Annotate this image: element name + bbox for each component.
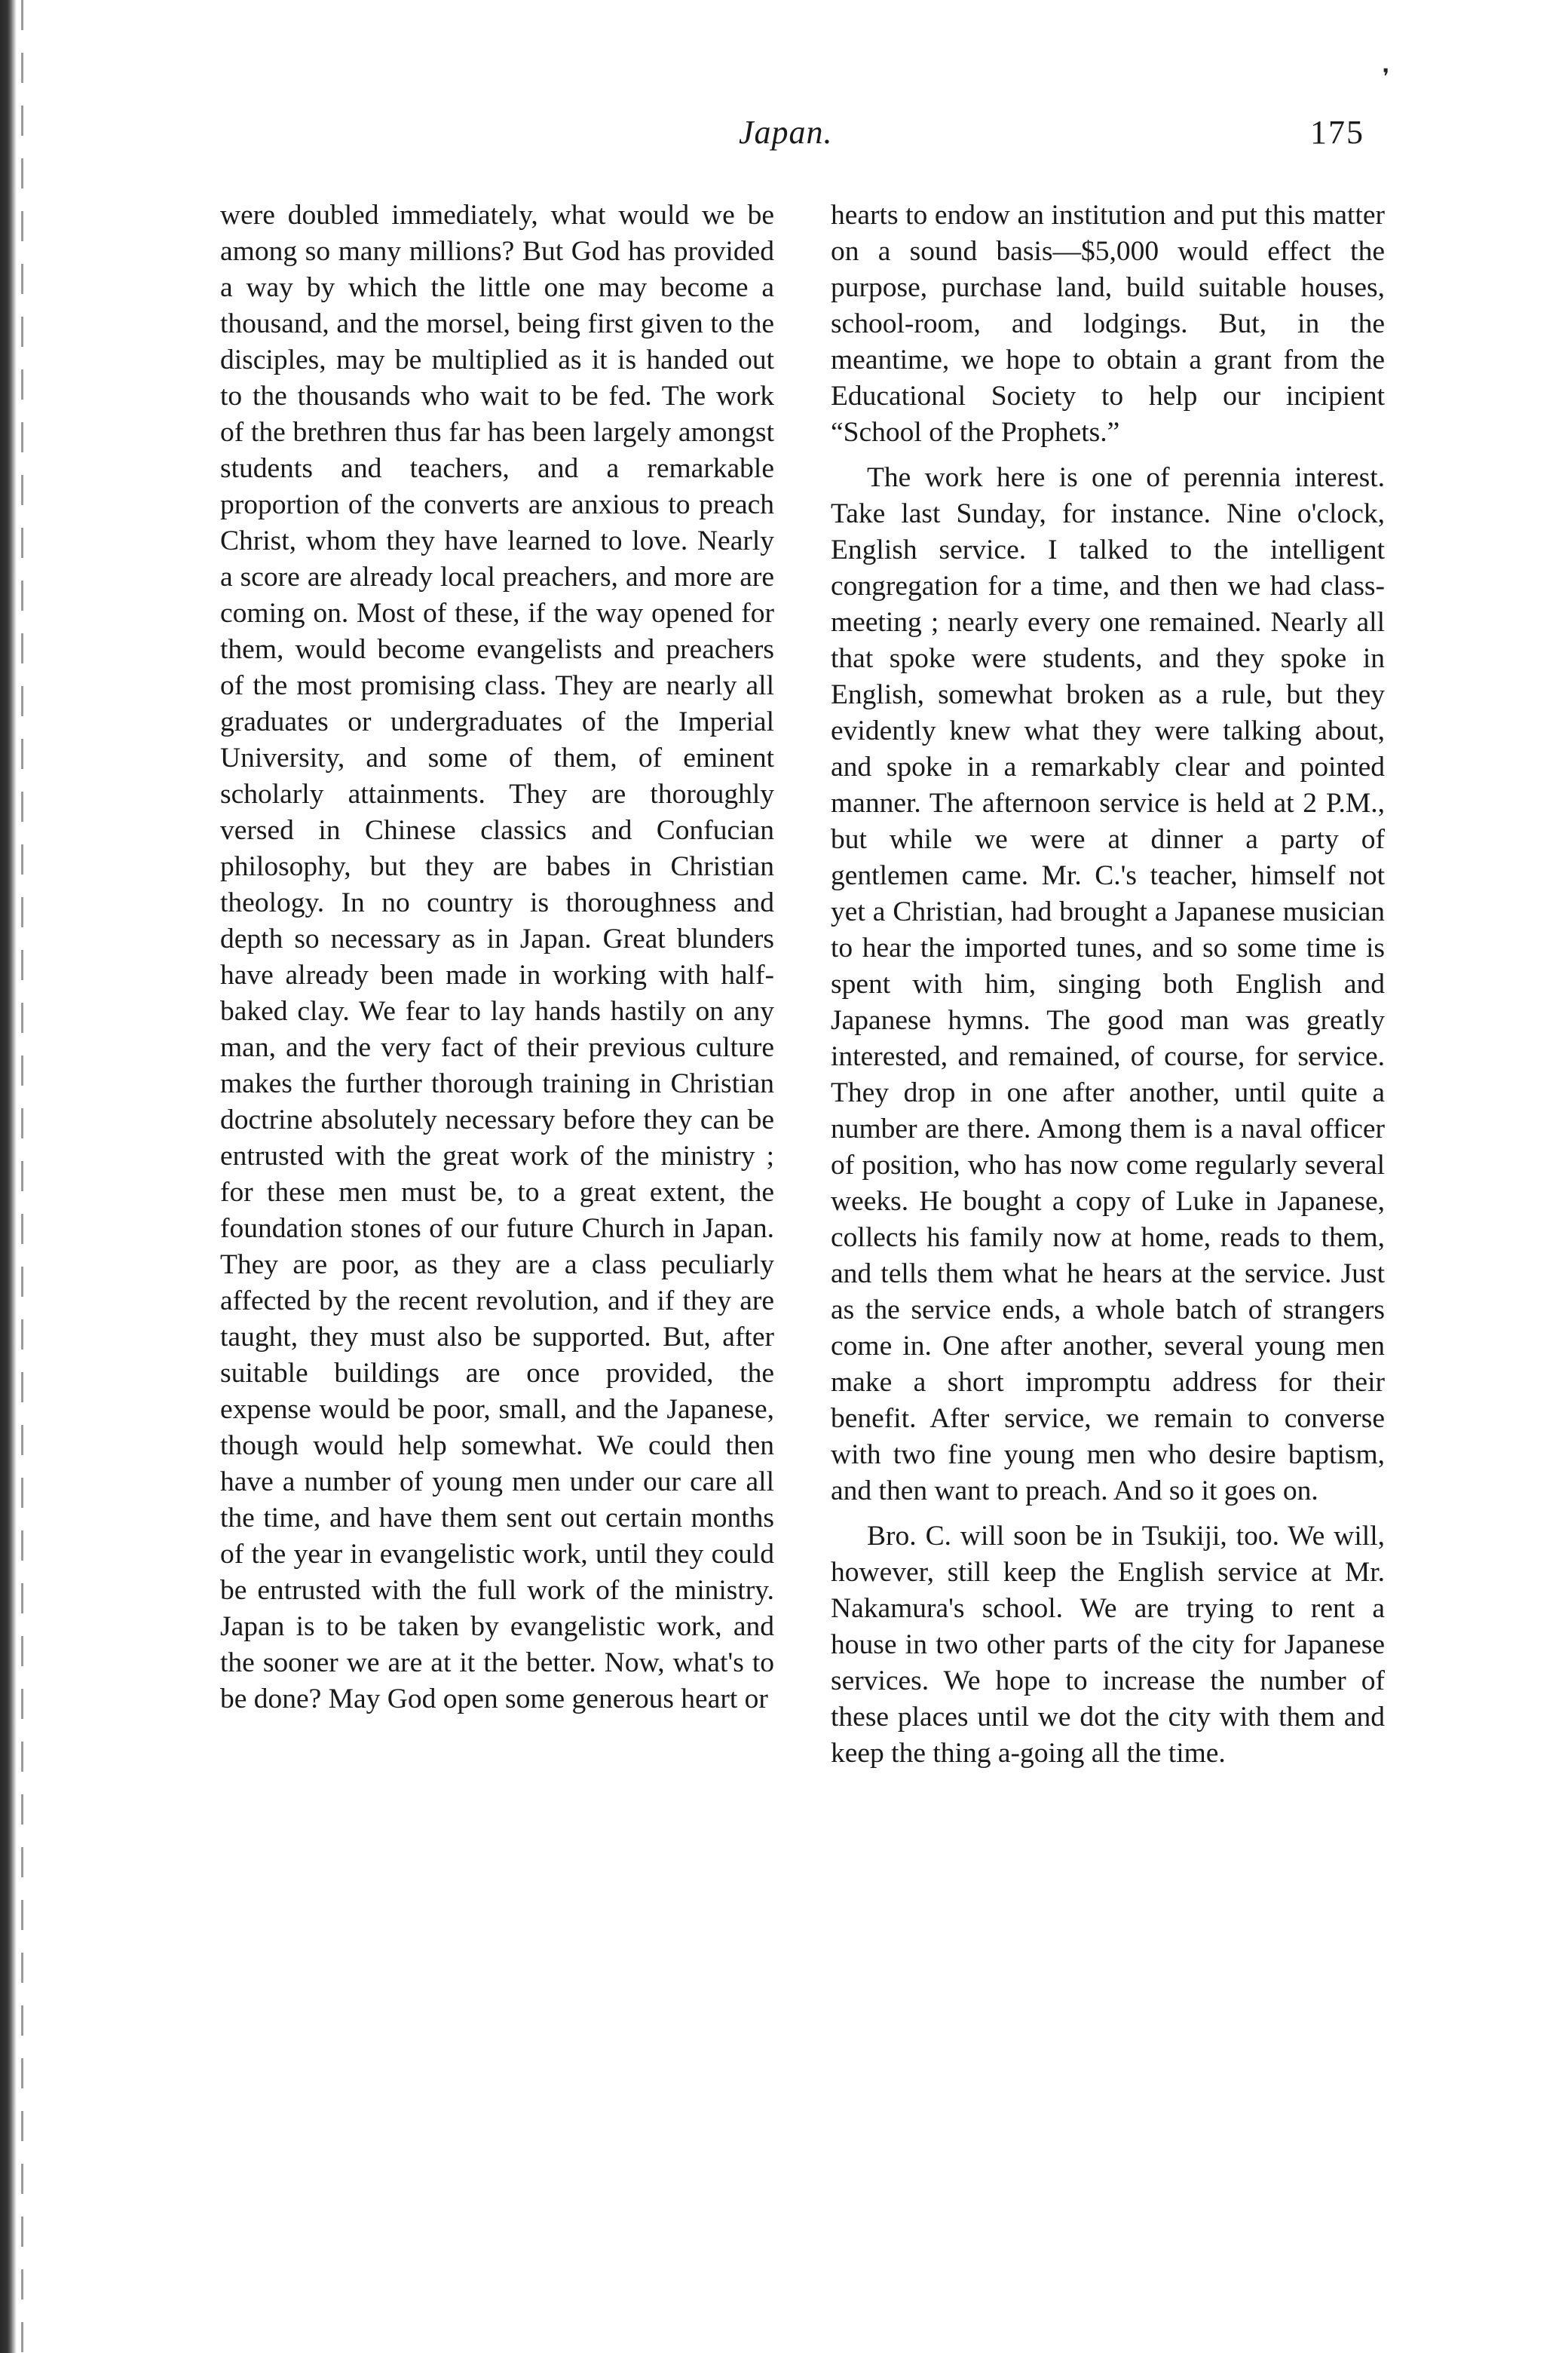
binding-edge-shadow — [0, 0, 17, 2353]
print-speck-mark: ❜ — [1383, 66, 1390, 89]
right-paragraph-1: hearts to endow an institution and put this matter on a sound basis—$5,000 would effect the purpose, purchase land, build suitable houses, school-room, and lodgings. But, in the meantime, we hope to obtain a grant from the Educational Society to help our incipient “School of the Prophets.” — [831, 200, 1385, 448]
right-paragraph-3: Bro. C. will soon be in Tsukiji, too. We will, however, still keep the English service at Mr. Nakamura's school. We are trying to rent a house in two other parts of the city for Japanese services. We hope to increase the number of these places until we dot the city with them and keep the thing a-going all the time. — [831, 1521, 1385, 1769]
running-title: Japan. — [739, 114, 833, 151]
left-text-column — [220, 198, 774, 1717]
right-text-column — [831, 198, 1385, 1772]
right-paragraph-2: The work here is one of perennia interest. Take last Sunday, for instance. Nine o'clock, English service. I talked to the intelligent congregation for a time, and then we had class-meeting ; nearly every one remained. Nearly all that spoke were students, and they spoke in English, somewhat broken as a rule, but they evidently knew what they were talking about, and spoke in a remarkably clear and pointed manner. The afternoon service is held at 2 P.M., but while we were at dinner a party of gentlemen came. Mr. C.'s teacher, himself not yet a Christian, had brought a Japanese musician to hear the imported tunes, and so some time is spent with him, singing both English and Japanese hymns. The good man was greatly interested, and remained, of course, for service. They drop in one after another, until quite a number are there. Among them is a naval officer of position, who has now come regularly several weeks. He bought a copy of Luke in Japanese, collects his family now at home, reads to them, and tells them what he hears at the service. Just as the service ends, a whole batch of strangers come in. One after another, several young men make a short impromptu address for their benefit. After service, we remain to converse with two fine young men who desire baptism, and then want to preach. And so it goes on. — [831, 462, 1385, 1506]
left-paragraph-1: were doubled immediately, what would we be among so many millions? But God has provided a way by which the little one may become a thousand, and the morsel, being first given to the disciples, may be multiplied as it is handed out to the thousands who wait to be fed. The work of the brethren thus far has been largely amongst students and teachers, and a remarkable proportion of the converts are anxious to preach Christ, whom they have learned to love. Nearly a score are already local preachers, and more are coming on. Most of these, if the way opened for them, would become evangelists and preachers of the most promising class. They are nearly all graduates or undergraduates of the Imperial University, and some of them, of eminent scholarly attainments. They are thoroughly versed in Chinese classics and Confucian philosophy, but they are babes in Christian theology. In no country is thoroughness and depth so necessary as in Japan. Great blunders have already been made in working with half-baked clay. We fear to lay hands hastily on any man, and the very fact of their previous culture makes the further thorough training in Christian doctrine absolutely necessary before they can be entrusted with the great work of the ministry ; for these men must be, to a great extent, the foundation stones of our future Church in Japan. They are poor, as they are a class peculiarly affected by the recent revolution, and if they are taught, they must also be supported. But, after suitable buildings are once provided, the expense would be poor, small, and the Japanese, though would help somewhat. We could then have a number of young men under our care all the time, and have them sent out certain months of the year in evangelistic work, until they could be entrusted with the full work of the ministry. Japan is to be taken by evangelistic work, and the sooner we are at it the better. Now, what's to be done? May God open some generous heart or — [220, 200, 774, 1714]
page-number: 175 — [1310, 114, 1364, 151]
running-header — [0, 113, 1568, 166]
